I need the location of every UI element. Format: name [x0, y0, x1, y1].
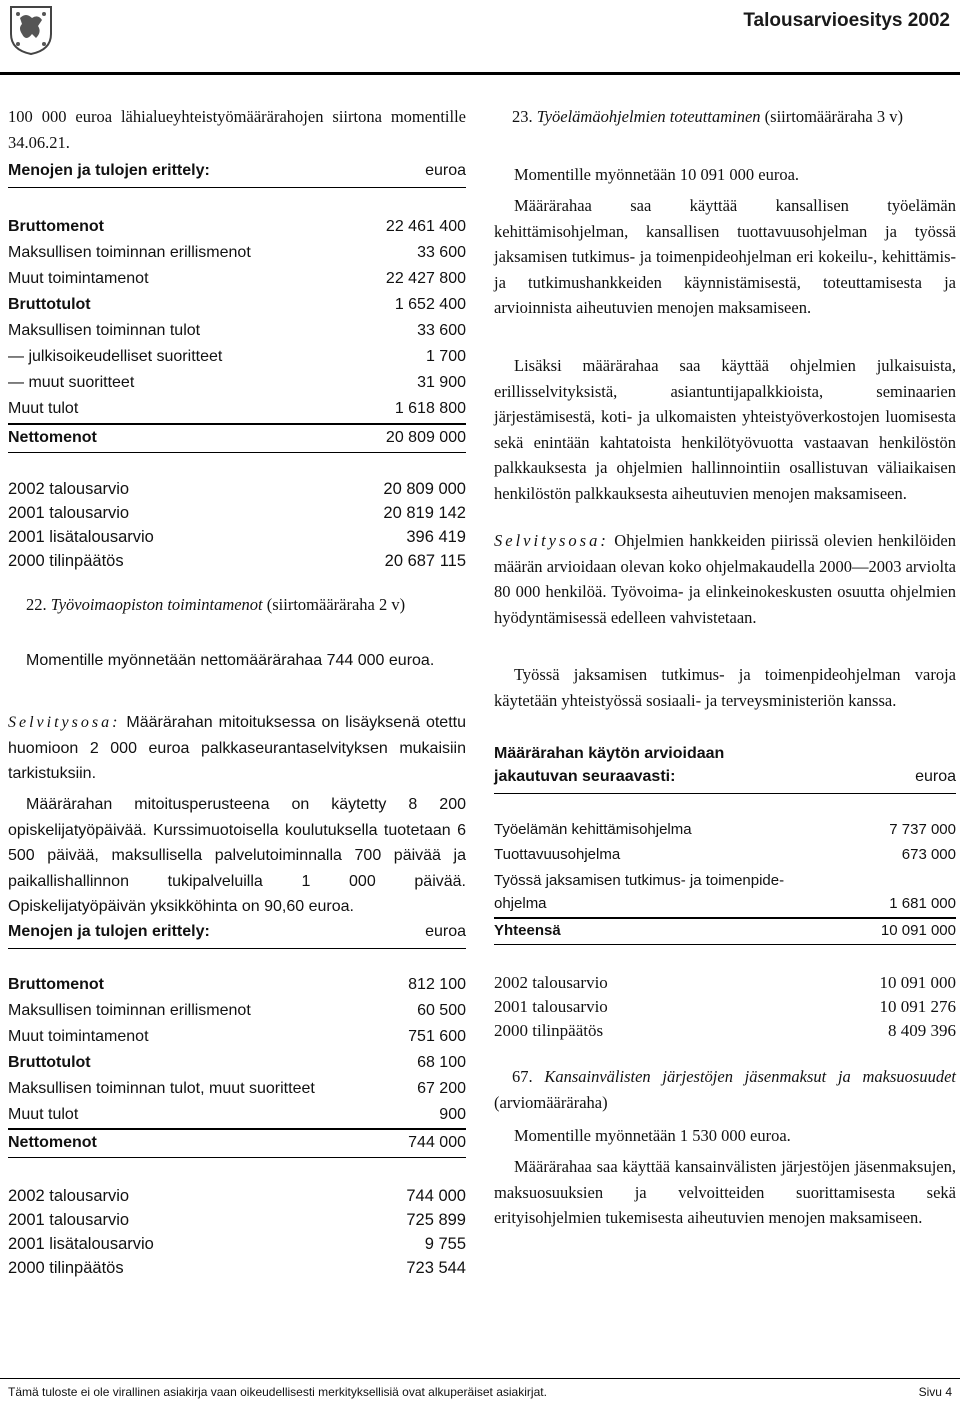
- row-value: 1 700: [425, 348, 466, 365]
- section-22-p1: Momentille myönnetään nettomäärärahaa 744 000 euroa.: [26, 652, 435, 669]
- rtable-total-rule: [494, 917, 956, 919]
- budget-value: 744 000: [406, 1187, 466, 1205]
- table-row: [8, 976, 466, 994]
- table-row: [8, 244, 466, 262]
- section-number: 22.: [26, 595, 47, 614]
- section-title: Työvoimaopiston toimintamenot: [50, 595, 263, 614]
- budget-label: 2002 talousarvio: [8, 1187, 130, 1205]
- budget-value: 9 755: [424, 1235, 466, 1253]
- table2-header: [8, 923, 466, 941]
- section-number: 67.: [512, 1067, 533, 1086]
- row-label: Bruttomenot: [8, 976, 104, 993]
- table-row: [8, 322, 466, 340]
- page-title: Talousarvioesitys 2002: [743, 10, 950, 31]
- row-label: Bruttotulot: [8, 1054, 91, 1071]
- table1-heading: Menojen ja tulojen erittely:: [8, 162, 210, 179]
- row-value: 33 600: [417, 322, 466, 339]
- row-value: 31 900: [417, 374, 466, 391]
- table-row: [494, 872, 956, 889]
- table1-total-rule: [8, 423, 466, 425]
- section-number: 23.: [512, 107, 533, 126]
- table-row: [494, 846, 956, 863]
- header-divider: [0, 72, 960, 75]
- table-row: [8, 348, 466, 366]
- row-label: Maksullisen toiminnan tulot: [8, 322, 201, 339]
- budget-value: 725 899: [406, 1211, 466, 1229]
- table2-unit: euroa: [425, 923, 466, 940]
- row-label: Maksullisen toiminnan tulot, muut suoritteet: [8, 1080, 315, 1097]
- row-label: Bruttomenot: [8, 218, 104, 235]
- section-type: (siirtomääräraha 2 v): [266, 595, 406, 614]
- section-23-p2: Määrärahaa saa käyttää kansallisen työelämän kehittämisohjelman, kansallisen tuottavuusohjelman ja työssä jaksamisen tutkimus- ja toimenpideohjelman eri kokeilu-, kehittämis- ja tutkimushankkeiden käynnistämisestä, toteuttamisesta ja arvioinnista aiheutuvien menojen maksamiseen.: [494, 196, 956, 317]
- row-label: Työelämän kehittämisohjelma: [494, 821, 692, 838]
- row-value: 1 618 800: [394, 400, 466, 417]
- budget-row: [8, 1211, 466, 1230]
- budget-row: [8, 1235, 466, 1254]
- row-value: 22 427 800: [385, 270, 466, 287]
- table-row: [8, 1080, 466, 1098]
- rtable-heading1: Määrärahan käytön arvioidaan: [494, 745, 725, 762]
- total-value: 20 809 000: [385, 429, 466, 446]
- row-value: 67 200: [417, 1080, 466, 1097]
- row-label: Bruttotulot: [8, 296, 91, 313]
- selvitysosa-label: Selvitysosa:: [494, 531, 609, 550]
- table-row: [8, 1002, 466, 1020]
- budget-row: [8, 528, 466, 547]
- table1-total-row: [8, 429, 466, 447]
- section-23-p4: [494, 528, 956, 630]
- budget-label: 2001 talousarvio: [8, 504, 130, 522]
- budget-value: 396 419: [406, 528, 466, 546]
- row-value: 812 100: [408, 976, 466, 993]
- total-value: 744 000: [408, 1134, 466, 1151]
- table2-heading: Menojen ja tulojen erittely:: [8, 923, 210, 940]
- table2-rule: [8, 948, 466, 949]
- budget-label: 2000 tilinpäätös: [494, 1021, 604, 1040]
- section-22-heading: [8, 592, 466, 618]
- table-row: [494, 895, 956, 912]
- row-value: 68 100: [417, 1054, 466, 1071]
- section-title: Työelämäohjelmien toteuttaminen: [536, 107, 761, 126]
- row-label: — julkisoikeudelliset suoritteet: [8, 348, 223, 365]
- budget-value: 20 819 142: [383, 504, 466, 522]
- budget-value: 8 409 396: [888, 1021, 956, 1040]
- table-row: [8, 374, 466, 392]
- table1-unit: euroa: [425, 162, 466, 179]
- budget-value: 20 687 115: [384, 552, 466, 570]
- total-label: Nettomenot: [8, 1134, 97, 1151]
- row-value: 33 600: [417, 244, 466, 261]
- table-row: [8, 1054, 466, 1072]
- table1-bottom-rule: [8, 452, 466, 453]
- budget-label: 2001 lisätalousarvio: [8, 528, 154, 546]
- table-row: [8, 1106, 466, 1124]
- budget-row: [494, 1021, 956, 1041]
- total-label: Nettomenot: [8, 429, 97, 446]
- total-value: 10 091 000: [880, 922, 956, 939]
- budget-label: 2001 talousarvio: [8, 1211, 130, 1229]
- row-value: 673 000: [901, 846, 956, 863]
- row-label: Muut tulot: [8, 1106, 79, 1123]
- budget-label: 2000 tilinpäätös: [8, 1259, 124, 1277]
- budget-value: 723 544: [406, 1259, 466, 1277]
- section-23-heading: [494, 104, 956, 130]
- section-23-p5: Työssä jaksamisen tutkimus- ja toimenpideohjelman varoja käytetään yhteistyössä sosiaali- ja terveysministeriön kanssa.: [494, 665, 956, 710]
- row-value: 1 681 000: [889, 895, 956, 912]
- section-67-heading: [494, 1064, 956, 1115]
- row-label: Muut toimintamenot: [8, 270, 149, 287]
- budget-label: 2002 talousarvio: [8, 480, 130, 498]
- rtable-unit: euroa: [915, 768, 956, 785]
- section-23-p4-text: Ohjelmien hankkeiden piirissä olevien henkilöiden määrän arvioidaan olevan koko ohjelmakaudella 2000—2003 arviolta 80 000 henkilöä. Työvoima- ja elinkeinokeskusten osuutta ohjelmien hyödyntämisessä edelleen vahvistetaan.: [494, 531, 956, 627]
- row-label: Maksullisen toiminnan erillismenot: [8, 1002, 251, 1019]
- row-value: 900: [439, 1106, 466, 1123]
- table1-header: [8, 162, 466, 180]
- row-label: Muut toimintamenot: [8, 1028, 149, 1045]
- rtable-header: [494, 768, 956, 786]
- table2-total-rule: [8, 1128, 466, 1130]
- section-title: Kansainvälisten järjestöjen jäsenmaksut ja maksuosuudet: [544, 1067, 956, 1086]
- table-row: [494, 821, 956, 838]
- budget-row: [8, 504, 466, 523]
- coat-of-arms-icon: [8, 4, 54, 56]
- budget-row: [494, 973, 956, 993]
- section-23-p1: Momentille myönnetään 10 091 000 euroa.: [514, 165, 800, 184]
- section-22-p3: Määrärahan mitoitusperusteena on käytetty 8 200 opiskelijatyöpäivää. Kurssimuotoisella koulutuksella tuotetaan 6 500 päivää, maksullisella palvelutoiminnalla 700 päivää ja paikallishallinnon tukipalveluilla 1 000 päivää. Opiskelijatyöpäivän yksikköhinta on 90,60 euroa.: [8, 796, 466, 915]
- rtable-rule: [494, 793, 956, 794]
- rtable-heading2: jakautuvan seuraavasti:: [494, 768, 676, 785]
- budget-value: 20 809 000: [383, 480, 466, 498]
- budget-label: 2001 lisätalousarvio: [8, 1235, 154, 1253]
- page-number: Sivu 4: [918, 1385, 952, 1399]
- budget-row: [8, 1259, 466, 1278]
- section-22-p2: [8, 710, 466, 787]
- rtable-total-row: [494, 922, 956, 939]
- table-row: [8, 296, 466, 314]
- budget-label: 2002 talousarvio: [494, 973, 608, 992]
- budget-row: [8, 552, 466, 571]
- table2-bottom-rule: [8, 1157, 466, 1158]
- table-row: [8, 218, 466, 236]
- section-23-p3: Lisäksi määrärahaa saa käyttää ohjelmien julkaisuista, erillisselvityksistä, asiantuntijapalkkioista, seminaarien järjestämisestä, koti- ja ulkomaisten yhteistyöverkostojen luomisesta sekä enintään kahtatoista henkilötyövuotta vastaavan henkilöstön palkkauksesta ja ohjelmien hallinnointiin osallistuvan väliaikaisen henkilöstön palkkauksesta aiheutuvien menojen maksamiseen.: [494, 356, 956, 503]
- row-value: 751 600: [408, 1028, 466, 1045]
- rtable-bottom-rule: [494, 944, 956, 945]
- intro-text: 100 000 euroa lähialueyhteistyömäärärahojen siirtona momentille 34.06.21.: [8, 107, 466, 152]
- total-label: Yhteensä: [494, 922, 561, 939]
- footer-divider: [0, 1378, 960, 1379]
- row-value: 60 500: [417, 1002, 466, 1019]
- row-label: Tuottavuusohjelma: [494, 846, 621, 863]
- row-label: — muut suoritteet: [8, 374, 135, 391]
- table-row: [8, 1028, 466, 1046]
- budget-value: 10 091 000: [879, 973, 956, 992]
- row-value: 22 461 400: [385, 218, 466, 235]
- section-67-p2: Määrärahaa saa käyttää kansainvälisten järjestöjen jäsenmaksujen, maksuosuuksien ja velvoitteiden suorittamisesta sekä erityisohjelmien tukemisesta aiheutuvien menojen maksamiseen.: [494, 1157, 956, 1227]
- table-row: [8, 400, 466, 418]
- section-type: (siirtomääräraha 3 v): [764, 107, 904, 126]
- table1-rule: [8, 187, 466, 188]
- table2-total-row: [8, 1134, 466, 1152]
- row-label: Muut tulot: [8, 400, 79, 417]
- section-type: (arviomääräraha): [494, 1092, 608, 1112]
- budget-row: [8, 1187, 466, 1206]
- row-label: ohjelma: [494, 895, 547, 912]
- row-label: Työssä jaksamisen tutkimus- ja toimenpide-: [494, 872, 785, 889]
- section-67-p1: Momentille myönnetään 1 530 000 euroa.: [514, 1126, 791, 1145]
- budget-row: [8, 480, 466, 499]
- budget-label: 2001 talousarvio: [494, 997, 608, 1016]
- table-row: [8, 270, 466, 288]
- section-22-p2-text: Määrärahan mitoituksessa on lisäyksenä otettu huomioon 2 000 euroa palkkaseurantaselvityksen mukaisiin tarkistuksiin.: [8, 714, 466, 782]
- budget-label: 2000 tilinpäätös: [8, 552, 124, 570]
- selvitysosa-label: Selvitysosa:: [8, 714, 121, 731]
- budget-value: 10 091 276: [879, 997, 956, 1016]
- row-label: Maksullisen toiminnan erillismenot: [8, 244, 251, 261]
- row-value: 7 737 000: [889, 821, 956, 838]
- budget-row: [494, 997, 956, 1017]
- footer-note: Tämä tuloste ei ole virallinen asiakirja vaan oikeudellisesti merkityksellisiä ovat alkuperäiset asiakirjat.: [8, 1385, 547, 1399]
- row-value: 1 652 400: [394, 296, 466, 313]
